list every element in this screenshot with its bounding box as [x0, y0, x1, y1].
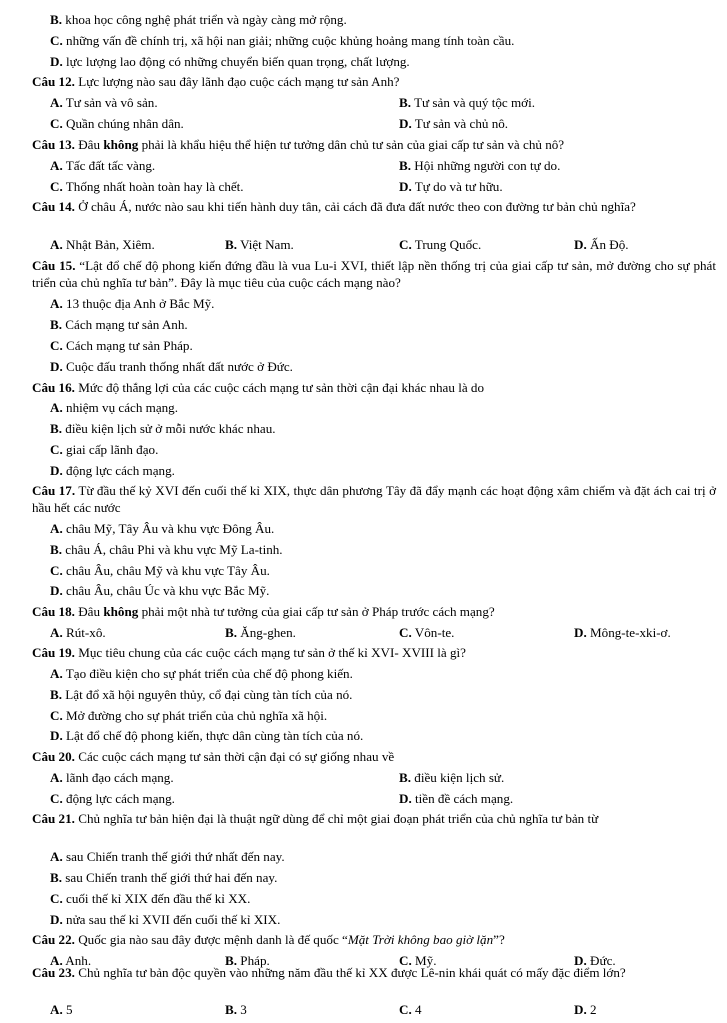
q16-option-c: C. giai cấp lãnh đạo. [50, 442, 159, 457]
q19-option-c: C. Mở đường cho sự phát triển của chủ nghĩa xã hội. [50, 708, 328, 723]
q16-option-b: B. điều kiện lịch sử ở mỗi nước khác nhau. [50, 421, 276, 436]
q13-option-b: B. Hội những người con tự do. [399, 158, 561, 173]
q11-option-c: C. những vấn đề chính trị, xã hội nan giải; những cuộc khủng hoảng mang tính toàn cầu. [50, 33, 515, 48]
q23-option-a: A. 5 [50, 1002, 73, 1017]
q11-option-d: D. lực lượng lao động có những chuyển biến quan trọng, chất lượng. [50, 54, 410, 69]
q17-option-a: A. châu Mỹ, Tây Âu và khu vực Đông Âu. [50, 521, 275, 536]
question-22: Câu 22. Quốc gia nào sau đây được mệnh danh là đế quốc “Mặt Trời không bao giờ lặn”? [32, 932, 505, 947]
question-18: Câu 18. Đâu không phải một nhà tư tưởng của giai cấp tư sản ở Pháp trước cách mạng? [32, 604, 495, 619]
q20-option-d: D. tiền đề cách mạng. [399, 791, 514, 806]
question-23: Câu 23. Chủ nghĩa tư bản độc quyền vào những năm đầu thế kỉ XX được Lê-nin khái quát có mấy đặc điểm lớn? [32, 965, 626, 980]
question-21: Câu 21. Chủ nghĩa tư bản hiện đại là thuật ngữ dùng để chỉ một giai đoạn phát triển của chủ nghĩa tư bản từ [32, 811, 599, 826]
q13-option-d: D. Tự do và tư hữu. [399, 179, 503, 194]
q15-option-a: A. 13 thuộc địa Anh ở Bắc Mỹ. [50, 296, 215, 311]
q13-option-c: C. Thống nhất hoàn toàn hay là chết. [50, 179, 244, 194]
q18-option-a: A. Rút-xô. [50, 625, 106, 640]
question-17: Câu 17. Từ đầu thế kỷ XVI đến cuối thế kỉ XIX, thực dân phương Tây đã đẩy mạnh các hoạt động xâm chiếm và đặt ách cai trị ở hầu hết các nước [32, 483, 716, 515]
q14-option-c: C. Trung Quốc. [399, 237, 482, 252]
question-12: Câu 12. Lực lượng nào sau đây lãnh đạo cuộc cách mạng tư sản Anh? [32, 74, 400, 89]
q18-option-d: D. Mông-te-xki-ơ. [574, 625, 671, 640]
q21-option-a: A. sau Chiến tranh thế giới thứ nhất đến nay. [50, 849, 285, 864]
q17-option-b: B. châu Á, châu Phi và khu vực Mỹ La-tinh. [50, 542, 283, 557]
q19-option-d: D. Lật đổ chế độ phong kiến, thực dân cùng tàn tích của nó. [50, 728, 364, 743]
q17-option-c: C. châu Âu, châu Mỹ và khu vực Tây Âu. [50, 563, 270, 578]
q15-option-b: B. Cách mạng tư sản Anh. [50, 317, 188, 332]
q22-option-d: D. Đức. [574, 953, 616, 968]
q20-option-c: C. động lực cách mạng. [50, 791, 175, 806]
q18-option-b: B. Ăng-ghen. [225, 625, 296, 640]
q22-option-c: C. Mỹ. [399, 953, 437, 968]
question-16: Câu 16. Mức độ thắng lợi của các cuộc cách mạng tư sản thời cận đại khác nhau là do [32, 380, 485, 395]
q14-option-a: A. Nhật Bản, Xiêm. [50, 237, 155, 252]
q15-option-c: C. Cách mạng tư sản Pháp. [50, 338, 193, 353]
q12-option-b: B. Tư sản và quý tộc mới. [399, 95, 535, 110]
q14-option-b: B. Việt Nam. [225, 237, 294, 252]
question-14: Câu 14. Ở châu Á, nước nào sau khi tiến hành duy tân, cải cách đã đưa đất nước theo con đường tư bản chủ nghĩa? [32, 199, 636, 214]
q18-option-c: C. Vôn-te. [399, 625, 455, 640]
q17-option-d: D. châu Âu, châu Úc và khu vực Bắc Mỹ. [50, 583, 270, 598]
q23-option-c: C. 4 [399, 1002, 422, 1017]
q16-option-a: A. nhiệm vụ cách mạng. [50, 400, 179, 415]
q21-option-b: B. sau Chiến tranh thế giới thứ hai đến nay. [50, 870, 278, 885]
q12-option-c: C. Quần chúng nhân dân. [50, 116, 184, 131]
q21-option-d: D. nửa sau thế kỉ XVII đến cuối thế kỉ XIX. [50, 912, 281, 927]
question-13: Câu 13. Đâu không phải là khẩu hiệu thể hiện tư tưởng dân chủ tư sản của giai cấp tư sản và chủ nô? [32, 137, 565, 152]
q19-option-b: B. Lật đổ xã hội nguyên thủy, cổ đại cùng tàn tích của nó. [50, 687, 353, 702]
q22-option-a: A. Anh. [50, 953, 92, 968]
q15-option-d: D. Cuộc đấu tranh thống nhất đất nước ở Đức. [50, 359, 293, 374]
question-15: Câu 15. “Lật đổ chế độ phong kiến đứng đầu là vua Lu-i XVI, thiết lập nền thống trị của giai cấp tư sản, mở đường cho sự phát triển của chủ nghĩa tư bản”. Đây là mục tiêu của cuộc cách mạng nào? [32, 258, 716, 290]
question-20: Câu 20. Các cuộc cách mạng tư sản thời cận đại có sự giống nhau về [32, 749, 395, 764]
q19-option-a: A. Tạo điều kiện cho sự phát triển của chế độ phong kiến. [50, 666, 353, 681]
q12-option-d: D. Tư sản và chủ nô. [399, 116, 509, 131]
q11-option-b: B. khoa học công nghệ phát triển và ngày càng mở rộng. [50, 12, 347, 27]
q20-option-b: B. điều kiện lịch sử. [399, 770, 505, 785]
q16-option-d: D. động lực cách mạng. [50, 463, 175, 478]
question-19: Câu 19. Mục tiêu chung của các cuộc cách mạng tư sản ở thế kỉ XVI- XVIII là gì? [32, 645, 466, 660]
q23-option-b: B. 3 [225, 1002, 247, 1017]
q14-option-d: D. Ấn Độ. [574, 237, 629, 252]
q23-option-d: D. 2 [574, 1002, 597, 1017]
q20-option-a: A. lãnh đạo cách mạng. [50, 770, 174, 785]
q13-option-a: A. Tấc đất tấc vàng. [50, 158, 156, 173]
q21-option-c: C. cuối thế kỉ XIX đến đầu thế kỉ XX. [50, 891, 251, 906]
q22-option-b: B. Pháp. [225, 953, 270, 968]
q12-option-a: A. Tư sản và vô sản. [50, 95, 158, 110]
